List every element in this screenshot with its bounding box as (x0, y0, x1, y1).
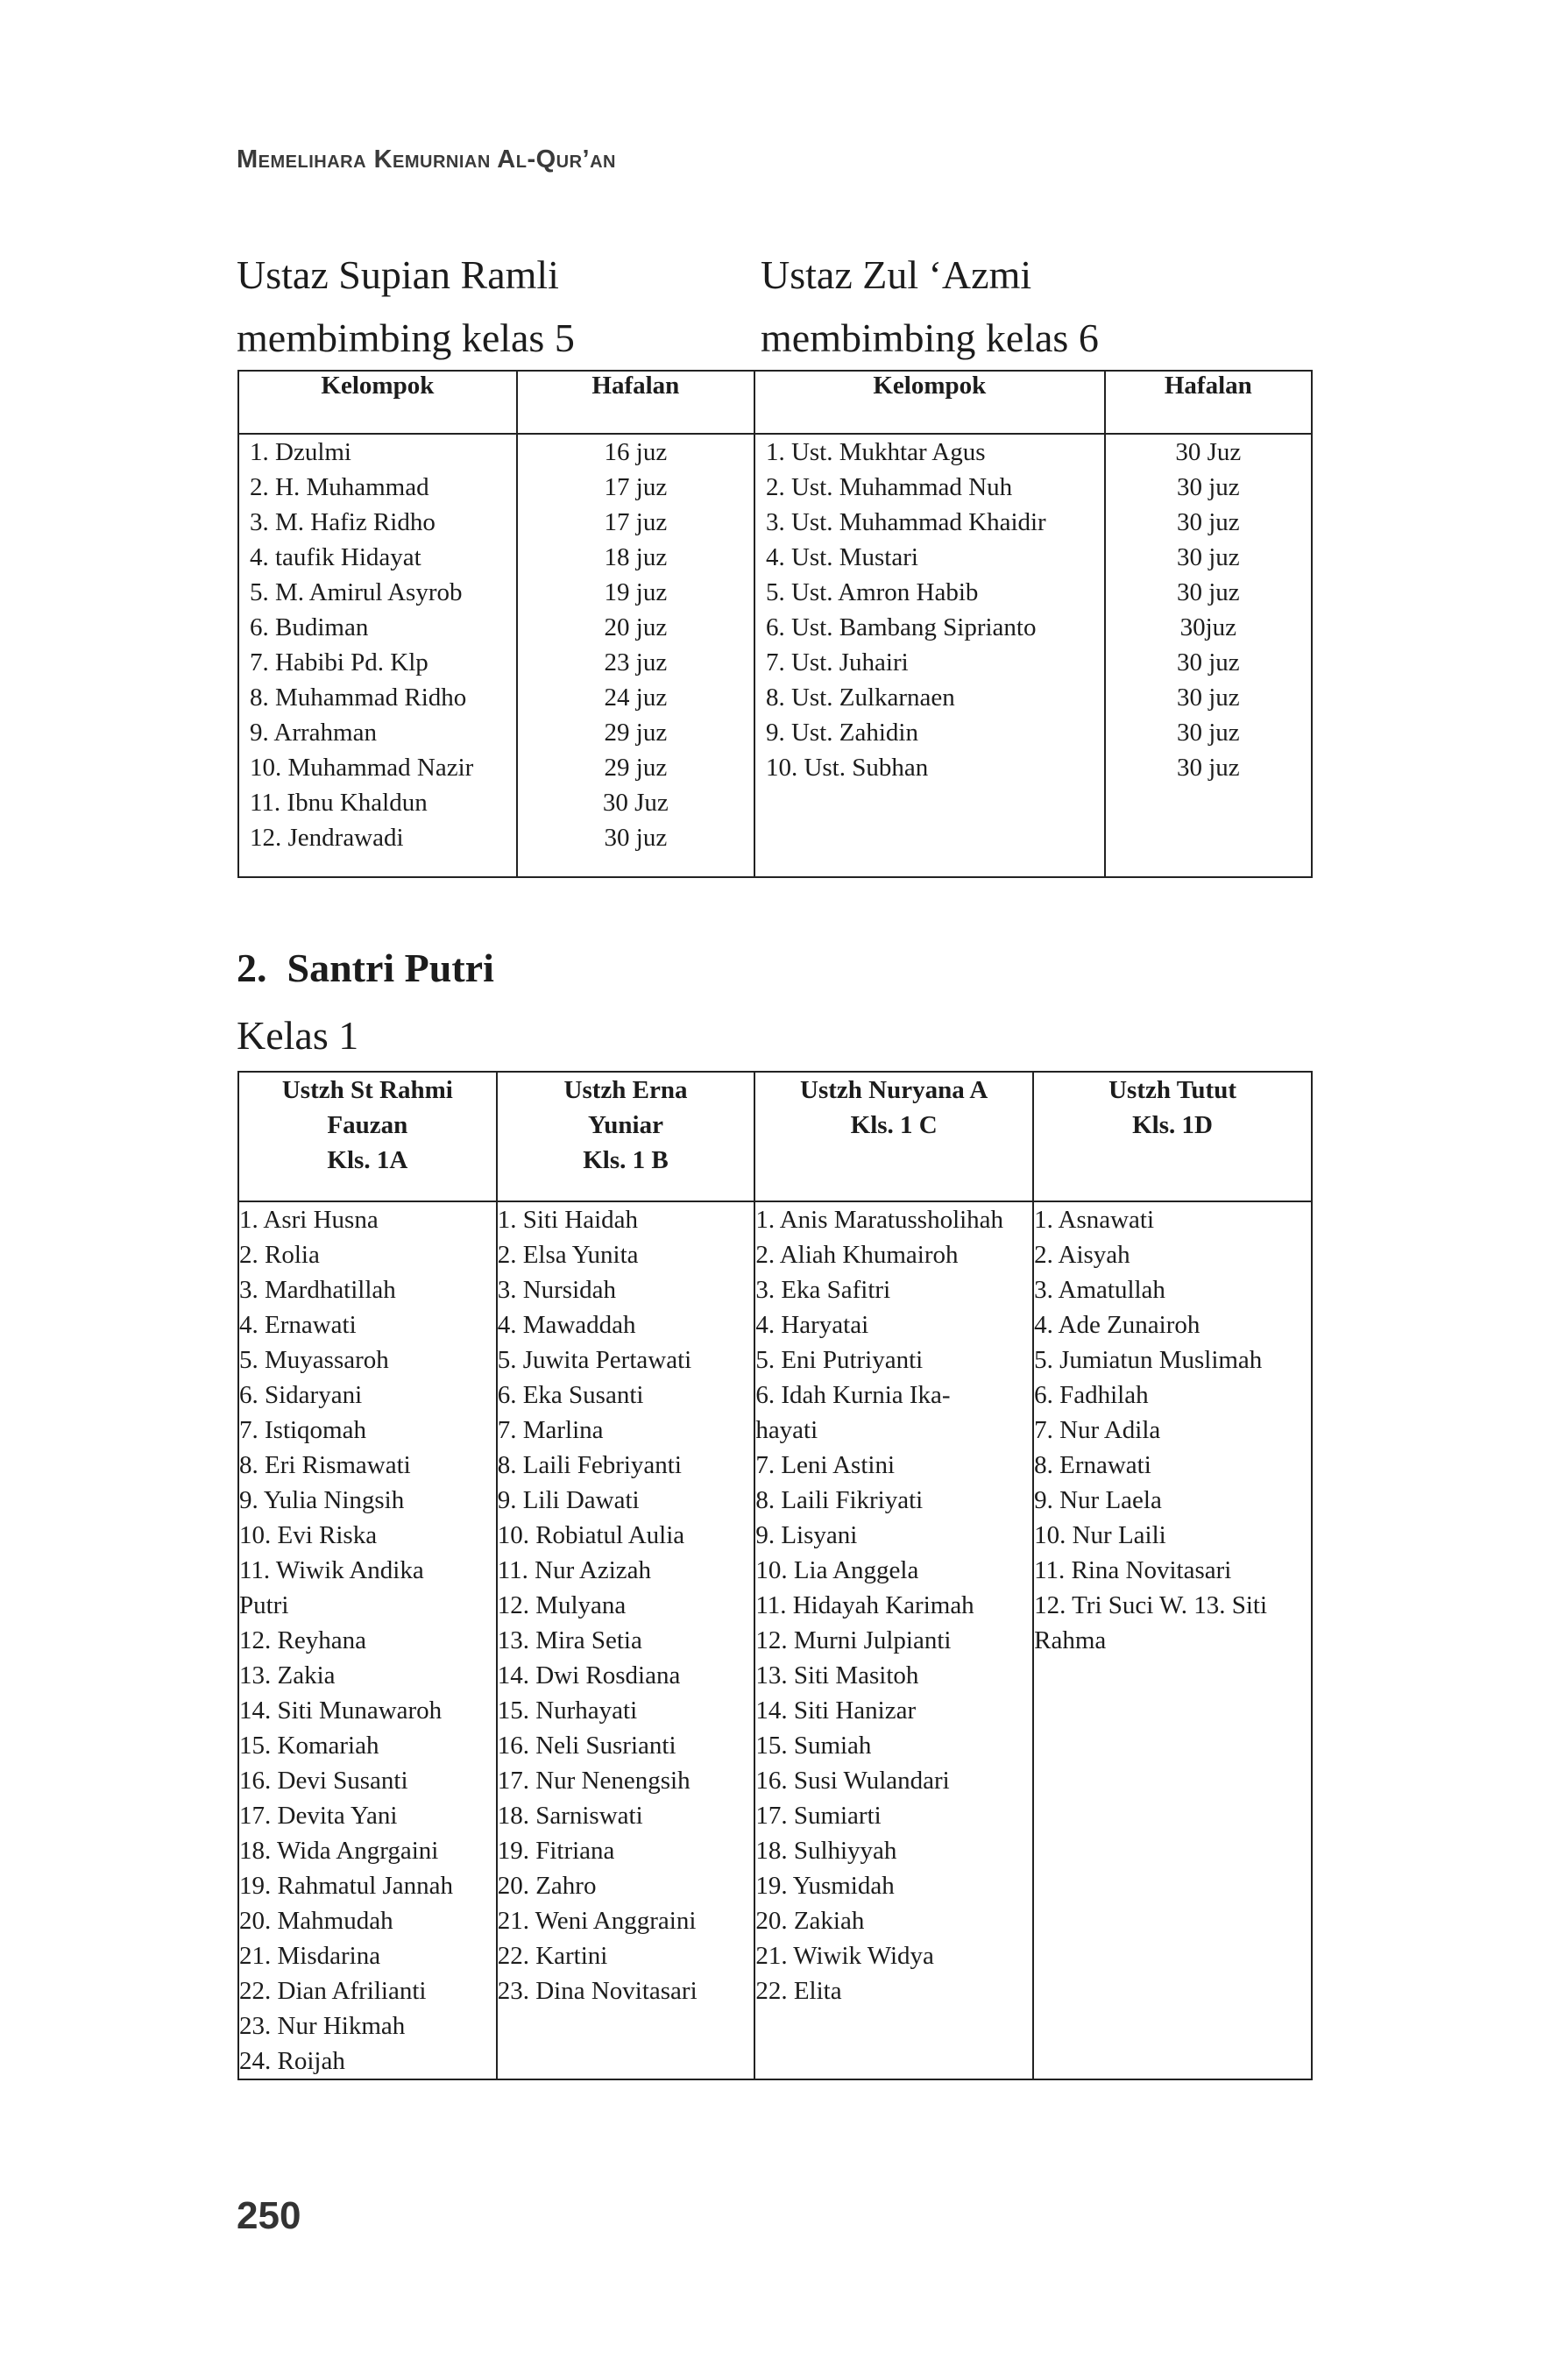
list-item: 1. Anis Maratussholihah (755, 1206, 1004, 1234)
list-item: 7. Istiqomah (239, 1416, 366, 1444)
page-number: 250 (237, 2194, 301, 2237)
list-item: 3. Mardhatillah (239, 1276, 396, 1304)
list-item: 16 juz (604, 438, 668, 466)
list-item: 13. Zakia (239, 1661, 336, 1689)
list-item: 4. taufik Hidayat (250, 543, 421, 571)
list-item: hayati (755, 1416, 818, 1444)
list-item: 2. Rolia (239, 1241, 320, 1269)
list-item: 7. Ust. Juhairi (765, 648, 909, 676)
list-item: 2. Elsa Yunita (497, 1241, 639, 1269)
list-item: 20. Zahro (497, 1872, 597, 1900)
list-item: 12. Tri Suci W. 13. Siti Rahma (1034, 1591, 1268, 1654)
list-item: 24. Roijah (239, 2047, 345, 2075)
kelas5-names-cell (238, 434, 517, 877)
putri-header-1b (497, 1072, 755, 1201)
list-item: 4. Ade Zunairoh (1034, 1311, 1200, 1339)
list-item: 2. H. Muhammad (250, 473, 429, 501)
list-item: 17 juz (604, 473, 668, 501)
kelas5-caption (237, 244, 575, 370)
teacher-name: Ustzh Tutut (1108, 1076, 1236, 1104)
kelas5-hafalan-cell (517, 434, 754, 877)
class-label: Kls. 1D (1132, 1111, 1213, 1139)
list-item: 2. Ust. Muhammad Nuh (765, 473, 1013, 501)
list-item: 11. Wiwik Andika (239, 1556, 424, 1584)
list-item: 23. Nur Hikmah (239, 2012, 406, 2040)
list-item: 11. Ibnu Khaldun (250, 789, 428, 817)
list-item: 22. Kartini (497, 1942, 608, 1970)
kelas6-hafalan-cell (1105, 434, 1312, 877)
list-item: 1. Asnawati (1034, 1206, 1155, 1234)
list-item: 30 Juz (602, 789, 669, 817)
list-item: 2. Aliah Khumairoh (755, 1241, 959, 1269)
list-item: 30 juz (1176, 578, 1240, 606)
list-item: 30 juz (1176, 754, 1240, 782)
list-item: 30 Juz (1175, 438, 1242, 466)
list-item: 1. Ust. Mukhtar Agus (765, 438, 986, 466)
list-item: 30 juz (1176, 508, 1240, 536)
list-item: 17. Sumiarti (755, 1802, 882, 1830)
list-item: 7. Leni Astini (755, 1451, 896, 1479)
list-item: 9. Lili Dawati (497, 1486, 640, 1514)
list-item: 15. Sumiah (755, 1732, 872, 1760)
list-item: 4. Ust. Mustari (765, 543, 918, 571)
list-item: 18. Sulhiyyah (755, 1837, 897, 1865)
list-item: 5. M. Amirul Asyrob (250, 578, 463, 606)
list-item: 23. Dina Novitasari (497, 1977, 698, 2005)
list-item: 5. Eni Putriyanti (755, 1346, 924, 1374)
kelas5-teacher: Ustaz Supian Ramli (237, 252, 559, 297)
list-item: 13. Siti Masitoh (755, 1661, 919, 1689)
list-item: 18. Sarniswati (497, 1802, 643, 1830)
list-item: 5. Jumiatun Muslimah (1034, 1346, 1263, 1374)
list-item: 10. Evi Riska (239, 1521, 378, 1549)
list-item: 3. Eka Safitri (755, 1276, 891, 1304)
list-item: 8. Eri Rismawati (239, 1451, 411, 1479)
list-item: 19. Yusmidah (755, 1872, 895, 1900)
list-item: 16. Devi Susanti (239, 1767, 408, 1795)
teacher-name-cont: Yuniar (588, 1111, 663, 1139)
running-header: Memelihara Kemurnian Al-Qur’an (237, 145, 617, 174)
list-item: 3. Nursidah (497, 1276, 617, 1304)
list-item: 20. Mahmudah (239, 1907, 393, 1935)
list-item: 30 juz (604, 824, 668, 852)
list-item: 10. Robiatul Aulia (497, 1521, 685, 1549)
putri-header-1c (754, 1072, 1033, 1201)
putri-1d-names (1033, 1201, 1312, 2079)
class-label: Kls. 1 B (583, 1146, 669, 1174)
list-item: 9. Ust. Zahidin (765, 719, 918, 747)
list-item: 10. Nur Laili (1034, 1521, 1166, 1549)
list-item: 10. Muhammad Nazir (250, 754, 474, 782)
list-item: 30 juz (1176, 473, 1240, 501)
list-item: 4. Ernawati (239, 1311, 357, 1339)
section-title: Santri Putri (287, 946, 494, 990)
putra-hafalan-table (237, 370, 1313, 878)
list-item: 8. Muhammad Ridho (250, 684, 467, 712)
kelas6-teacher: Ustaz Zul ‘Azmi (761, 252, 1032, 297)
list-item: 3. Amatullah (1034, 1276, 1165, 1304)
list-item: 9. Yulia Ningsih (239, 1486, 405, 1514)
kelas6-hafalan-header: Hafalan (1105, 371, 1312, 434)
list-item: 30 juz (1176, 543, 1240, 571)
list-item: 21. Misdarina (239, 1942, 381, 1970)
list-item: 12. Mulyana (497, 1591, 627, 1619)
list-item: 12. Reyhana (239, 1626, 366, 1654)
kelas6-class: membimbing kelas 6 (761, 315, 1099, 360)
list-item: 14. Dwi Rosdiana (497, 1661, 681, 1689)
list-item: 1. Siti Haidah (497, 1206, 638, 1234)
list-item: 9. Lisyani (755, 1521, 858, 1549)
list-item: 30juz (1179, 613, 1237, 641)
list-item: 11. Rina Novitasari (1034, 1556, 1232, 1584)
list-item: 11. Nur Azizah (497, 1556, 651, 1584)
list-item: 8. Laili Febriyanti (497, 1451, 682, 1479)
list-item: 19 juz (604, 578, 668, 606)
list-item: 17 juz (604, 508, 668, 536)
list-item: 10. Ust. Subhan (765, 754, 929, 782)
list-item: 5. Ust. Amron Habib (765, 578, 979, 606)
teacher-name: Ustzh Nuryana A (800, 1076, 988, 1104)
class-label: Kls. 1 C (850, 1111, 938, 1139)
list-item: 7. Habibi Pd. Klp (250, 648, 428, 676)
list-item: 3. Ust. Muhammad Khaidir (765, 508, 1046, 536)
list-item: 12. Murni Julpianti (755, 1626, 952, 1654)
list-item: 8. Ernawati (1034, 1451, 1151, 1479)
teacher-name-cont: Fauzan (327, 1111, 408, 1139)
kelas6-names-cell (754, 434, 1105, 877)
list-item: 21. Weni Anggraini (497, 1907, 697, 1935)
list-item: 6. Ust. Bambang Siprianto (765, 613, 1037, 641)
kelas6-kelompok-header: Kelompok (754, 371, 1105, 434)
putri-1b-names (497, 1201, 755, 2079)
list-item: 20 juz (604, 613, 668, 641)
list-item: 22. Dian Afrilianti (239, 1977, 427, 2005)
putri-1c-names (754, 1201, 1033, 2079)
list-item: 12. Jendrawadi (250, 824, 404, 852)
list-item: 6. Sidaryani (239, 1381, 363, 1409)
kelas5-class: membimbing kelas 5 (237, 315, 575, 360)
kelas5-hafalan-header: Hafalan (517, 371, 754, 434)
list-item: 3. M. Hafiz Ridho (250, 508, 436, 536)
list-item: 24 juz (604, 684, 668, 712)
list-item: 6. Idah Kurnia Ika- (755, 1381, 951, 1409)
list-item: 16. Neli Susrianti (497, 1732, 676, 1760)
list-item: 14. Siti Munawaroh (239, 1696, 443, 1725)
list-item: 17. Nur Nenengsih (497, 1767, 691, 1795)
class-label: Kls. 1A (327, 1146, 408, 1174)
list-item: Putri (239, 1591, 289, 1619)
list-item: 10. Lia Anggela (755, 1556, 919, 1584)
kelas5-kelompok-header: Kelompok (238, 371, 517, 434)
list-item: 19. Fitriana (497, 1837, 615, 1865)
list-item: 7. Nur Adila (1034, 1416, 1161, 1444)
list-item: 29 juz (604, 754, 668, 782)
list-item: 4. Mawaddah (497, 1311, 636, 1339)
list-item: 30 juz (1176, 719, 1240, 747)
list-item: 9. Nur Laela (1034, 1486, 1162, 1514)
list-item: 6. Eka Susanti (497, 1381, 644, 1409)
list-item: 18 juz (604, 543, 668, 571)
section-subtitle: Kelas 1 (237, 1013, 359, 1058)
list-item: 18. Wida Angrgaini (239, 1837, 439, 1865)
list-item: 7. Marlina (497, 1416, 604, 1444)
list-item: 8. Ust. Zulkarnaen (765, 684, 955, 712)
putri-kelas1-table (237, 1071, 1313, 2080)
list-item: 15. Komariah (239, 1732, 379, 1760)
list-item: 29 juz (604, 719, 668, 747)
list-item: 11. Hidayah Karimah (755, 1591, 974, 1619)
list-item: 2. Aisyah (1034, 1241, 1130, 1269)
list-item: 30 juz (1176, 648, 1240, 676)
list-item: 23 juz (604, 648, 668, 676)
list-item: 20. Zakiah (755, 1907, 865, 1935)
list-item: 19. Rahmatul Jannah (239, 1872, 454, 1900)
list-item: 21. Wiwik Widya (755, 1942, 934, 1970)
list-item: 5. Juwita Pertawati (497, 1346, 692, 1374)
list-item: 17. Devita Yani (239, 1802, 398, 1830)
section-heading (237, 945, 494, 991)
list-item: 13. Mira Setia (497, 1626, 642, 1654)
list-item: 8. Laili Fikriyati (755, 1486, 924, 1514)
list-item: 6. Budiman (250, 613, 369, 641)
list-item: 9. Arrahman (250, 719, 377, 747)
list-item: 15. Nurhayati (497, 1696, 638, 1725)
list-item: 6. Fadhilah (1034, 1381, 1149, 1409)
list-item: 16. Susi Wulandari (755, 1767, 950, 1795)
putri-1a-names (238, 1201, 497, 2079)
list-item: 22. Elita (755, 1977, 842, 2005)
teacher-name: Ustzh Erna (563, 1076, 688, 1104)
list-item: 5. Muyassaroh (239, 1346, 389, 1374)
list-item: 14. Siti Hanizar (755, 1696, 917, 1725)
list-item: 1. Asri Husna (239, 1206, 379, 1234)
section-number: 2. (237, 946, 267, 990)
putri-header-1d (1033, 1072, 1312, 1201)
list-item: 4. Haryatai (755, 1311, 869, 1339)
list-item: 30 juz (1176, 684, 1240, 712)
list-item: 1. Dzulmi (250, 438, 351, 466)
putri-header-1a (238, 1072, 497, 1201)
teacher-name: Ustzh St Rahmi (281, 1076, 453, 1104)
kelas6-caption (761, 244, 1099, 370)
